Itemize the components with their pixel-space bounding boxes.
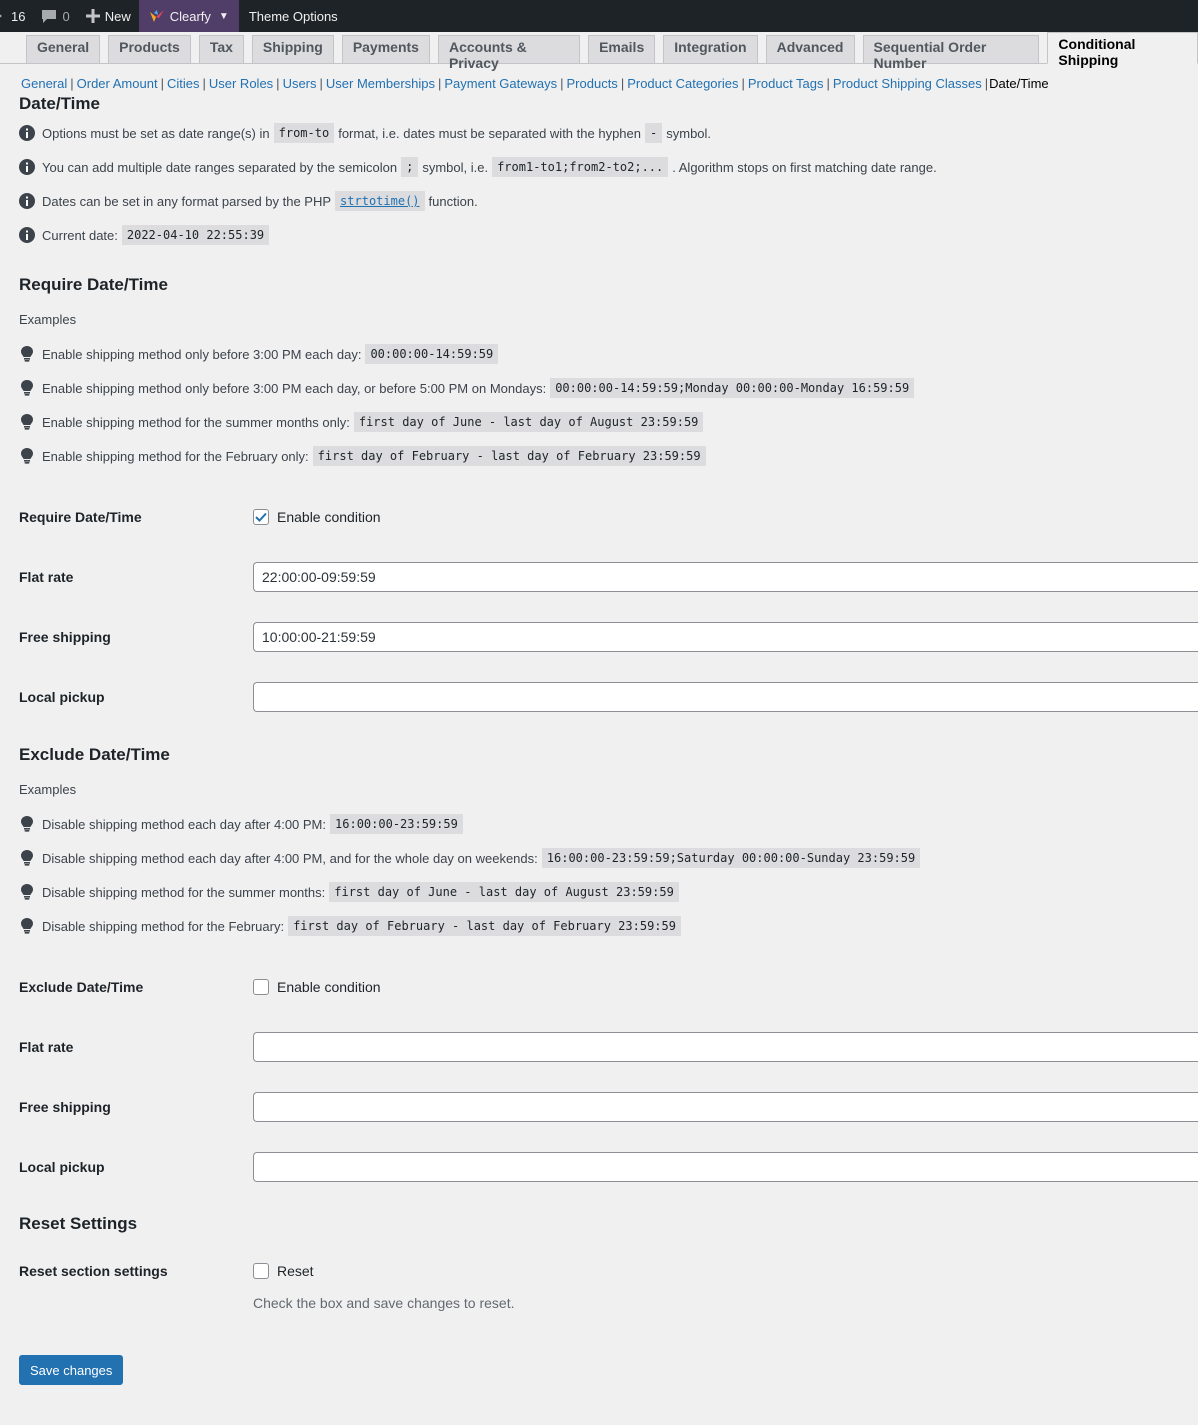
subnav-product-categories[interactable]: Product Categories — [627, 76, 739, 91]
require-enable-checkbox[interactable] — [253, 509, 269, 525]
separator: | — [984, 76, 989, 91]
example-item — [19, 841, 1198, 875]
example-item — [19, 807, 1198, 841]
info-note — [19, 184, 1198, 218]
examples-label: Examples — [19, 312, 77, 327]
require-local-pickup-row — [0, 667, 1198, 727]
tab-advanced[interactable]: Advanced — [766, 35, 855, 63]
theme-options-menu[interactable] — [239, 0, 346, 32]
info-icon — [19, 125, 35, 141]
note-text: format, i.e. dates must be separated with the hyphen — [338, 125, 641, 141]
lightbulb-icon — [19, 884, 35, 900]
exclude-free-shipping-row — [0, 1077, 1198, 1137]
reset-form — [0, 1241, 1198, 1311]
reset-row — [0, 1241, 1198, 1301]
example-code: first day of February - last day of February 23:59:59 — [288, 916, 681, 936]
reset-description: Check the box and save changes to reset. — [253, 1295, 515, 1311]
example-text: Enable shipping method for the February only: — [42, 448, 309, 464]
example-text: Disable shipping method for the February: — [42, 918, 285, 934]
exclude-flat-rate-input[interactable] — [253, 1032, 1198, 1062]
separator: | — [70, 76, 74, 91]
require-free-shipping-row — [0, 607, 1198, 667]
tab-emails[interactable]: Emails — [588, 35, 655, 63]
example-text: Disable shipping method for the summer months: — [42, 884, 326, 900]
tab-conditional-shipping[interactable]: Conditional Shipping — [1047, 32, 1198, 64]
refresh-icon — [0, 9, 6, 23]
example-code: first day of February - last day of February 23:59:59 — [313, 446, 706, 466]
subnav-user-roles[interactable]: User Roles — [208, 76, 274, 91]
note-text: Options must be set as date range(s) in — [42, 125, 270, 141]
subnav-order-amount[interactable]: Order Amount — [76, 76, 158, 91]
updates-count: 16 — [11, 8, 26, 24]
field-label: Flat rate — [19, 1039, 74, 1055]
clearfy-label: Clearfy — [169, 8, 211, 24]
note-code: from-to — [274, 123, 335, 143]
subnav-payment-gateways[interactable]: Payment Gateways — [444, 76, 558, 91]
info-note — [19, 150, 1198, 184]
tab-accounts-privacy[interactable]: Accounts & Privacy — [438, 35, 580, 63]
require-examples — [0, 337, 1198, 473]
theme-options-label: Theme Options — [248, 8, 338, 24]
exclude-condition-row — [0, 957, 1198, 1017]
example-item — [19, 371, 1198, 405]
info-note — [19, 116, 1198, 150]
example-code: first day of June - last day of August 23:59:59 — [329, 882, 679, 902]
exclude-enable-checkbox[interactable] — [253, 979, 269, 995]
comment-icon — [41, 8, 57, 24]
exclude-flat-rate-row — [0, 1017, 1198, 1077]
field-label: Local pickup — [19, 1159, 105, 1175]
note-text: symbol, i.e. — [422, 159, 489, 175]
require-flat-rate-row — [0, 547, 1198, 607]
example-text: Enable shipping method only before 3:00 PM each day, or before 5:00 PM on Mondays: — [42, 380, 547, 396]
exclude-examples — [0, 807, 1198, 943]
lightbulb-icon — [19, 380, 35, 396]
lightbulb-icon — [19, 918, 35, 934]
require-local-pickup-input[interactable] — [253, 682, 1198, 712]
exclude-local-pickup-input[interactable] — [253, 1152, 1198, 1182]
separator: | — [276, 76, 280, 91]
field-label: Local pickup — [19, 689, 105, 705]
info-icon — [19, 159, 35, 175]
checkbox-label: Enable condition — [277, 979, 381, 995]
example-item — [19, 337, 1198, 371]
subnav-users[interactable]: Users — [282, 76, 317, 91]
require-free-shipping-input[interactable] — [253, 622, 1198, 652]
note-text: Dates can be set in any format parsed by the PHP — [42, 193, 332, 209]
save-changes-button[interactable]: Save changes — [19, 1355, 123, 1385]
new-label: New — [104, 8, 131, 24]
note-text: Current date: — [42, 227, 118, 243]
section-title-datetime: Date/Time — [19, 94, 100, 113]
tab-sequential-order-number[interactable]: Sequential Order Number — [863, 35, 1040, 63]
field-label: Free shipping — [19, 1099, 111, 1115]
section-title-exclude: Exclude Date/Time — [19, 745, 170, 764]
field-label: Require Date/Time — [19, 509, 142, 525]
separator: | — [826, 76, 830, 91]
note-text: You can add multiple date ranges separated by the semicolon — [42, 159, 398, 175]
section-title-reset: Reset Settings — [19, 1214, 138, 1233]
comments-menu[interactable] — [33, 0, 77, 32]
require-flat-rate-input[interactable] — [253, 562, 1198, 592]
subnav-general[interactable]: General — [21, 76, 68, 91]
field-label: Reset section settings — [19, 1263, 168, 1279]
example-text: Disable shipping method each day after 4:00 PM, and for the whole day on weekends: — [42, 850, 538, 866]
clearfy-logo-icon — [149, 9, 165, 23]
examples-label: Examples — [19, 782, 77, 797]
example-item — [19, 875, 1198, 909]
lightbulb-icon — [19, 346, 35, 362]
require-form — [0, 487, 1198, 727]
subnav-cities[interactable]: Cities — [166, 76, 200, 91]
comments-count: 0 — [62, 8, 70, 24]
updates-menu[interactable] — [0, 0, 33, 32]
clearfy-menu[interactable] — [139, 0, 239, 32]
example-item — [19, 909, 1198, 943]
note-text: . Algorithm stops on first matching date range. — [672, 159, 937, 175]
tab-payments[interactable]: Payments — [342, 35, 430, 63]
note-text: symbol. — [666, 125, 712, 141]
tab-shipping[interactable]: Shipping — [252, 35, 334, 63]
note-code: - — [645, 123, 662, 143]
checkmark-icon — [255, 512, 267, 522]
subnav-products[interactable]: Products — [566, 76, 618, 91]
plus-icon — [86, 9, 100, 23]
note-text: function. — [428, 193, 478, 209]
lightbulb-icon — [19, 414, 35, 430]
section-title-require: Require Date/Time — [19, 275, 168, 294]
example-item — [19, 405, 1198, 439]
example-text: Enable shipping method only before 3:00 PM each day: — [42, 346, 362, 362]
subnav-product-tags[interactable]: Product Tags — [747, 76, 824, 91]
info-note — [19, 218, 1198, 252]
info-icon — [19, 193, 35, 209]
new-content-menu[interactable] — [78, 0, 139, 32]
tab-general[interactable]: General — [26, 35, 100, 63]
strtotime-link[interactable]: strtotime() — [335, 191, 424, 211]
separator: | — [202, 76, 206, 91]
separator: | — [319, 76, 323, 91]
datetime-notes — [0, 116, 1198, 252]
settings-tabs — [0, 32, 1198, 71]
note-code: ; — [401, 157, 418, 177]
caret-down-icon: ▼ — [218, 10, 229, 22]
require-condition-row — [0, 487, 1198, 547]
reset-checkbox[interactable] — [253, 1263, 269, 1279]
checkbox-label: Reset — [277, 1263, 314, 1279]
subnav-product-shipping-classes[interactable]: Product Shipping Classes — [832, 76, 982, 91]
lightbulb-icon — [19, 850, 35, 866]
separator: | — [438, 76, 442, 91]
example-text: Enable shipping method for the summer months only: — [42, 414, 350, 430]
field-label: Free shipping — [19, 629, 111, 645]
admin-bar — [0, 0, 1198, 32]
info-icon — [19, 227, 35, 243]
separator: | — [741, 76, 745, 91]
current-date-value: 2022-04-10 22:55:39 — [122, 225, 269, 245]
checkbox-label: Enable condition — [277, 509, 381, 525]
example-code: 00:00:00-14:59:59 — [365, 344, 498, 364]
note-code: from1-to1;from2-to2;... — [492, 157, 668, 177]
tab-tax[interactable]: Tax — [199, 35, 244, 63]
example-code: 16:00:00-23:59:59;Saturday 00:00:00-Sunday 23:59:59 — [542, 848, 920, 868]
subnav-current-datetime: Date/Time — [989, 76, 1049, 91]
lightbulb-icon — [19, 816, 35, 832]
exclude-form — [0, 957, 1198, 1197]
tab-integration[interactable]: Integration — [663, 35, 757, 63]
example-code: 00:00:00-14:59:59;Monday 00:00:00-Monday 16:59:59 — [550, 378, 914, 398]
example-code: 16:00:00-23:59:59 — [330, 814, 463, 834]
field-label: Flat rate — [19, 569, 74, 585]
exclude-local-pickup-row — [0, 1137, 1198, 1197]
example-item — [19, 439, 1198, 473]
separator: | — [160, 76, 164, 91]
example-text: Disable shipping method each day after 4:00 PM: — [42, 816, 327, 832]
separator: | — [560, 76, 564, 91]
separator: | — [620, 76, 625, 91]
field-label: Exclude Date/Time — [19, 979, 144, 995]
example-code: first day of June - last day of August 23:59:59 — [354, 412, 704, 432]
subnav-user-memberships[interactable]: User Memberships — [325, 76, 435, 91]
lightbulb-icon — [19, 448, 35, 464]
exclude-free-shipping-input[interactable] — [253, 1092, 1198, 1122]
tab-products[interactable]: Products — [108, 35, 191, 63]
